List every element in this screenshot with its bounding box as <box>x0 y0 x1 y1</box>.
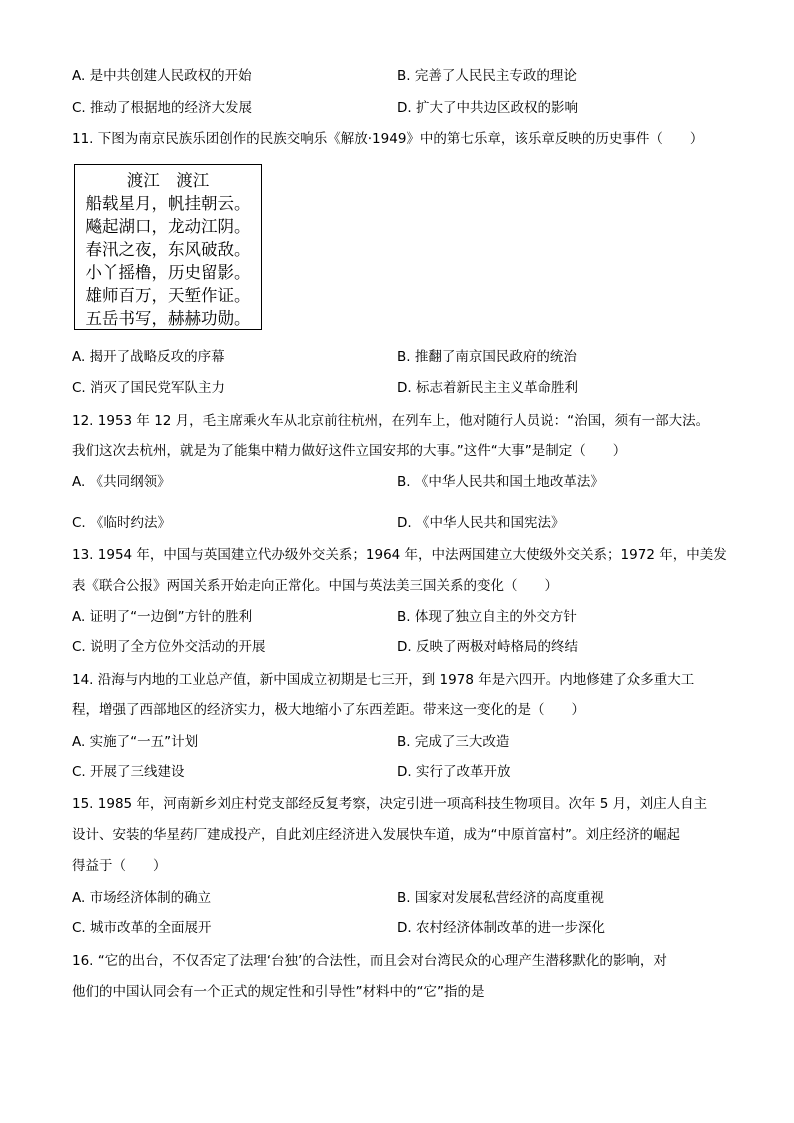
q15-stem-line: 15. 1985 年，河南新乡刘庄村党支部经反复考察，决定引进一项高科技生物项目。次年 5 月，刘庄人自主 <box>72 796 708 812</box>
poem-line: 五岳书写，赫赫功勋。 <box>85 309 251 328</box>
q11-option-c[interactable]: C. 消灭了国民党军队主力 <box>72 380 226 396</box>
q14-stem-line: 14. 沿海与内地的工业总产值，新中国成立初期是七三开，到 1978 年是六四开。内地修建了众多重大工 <box>72 672 695 688</box>
poem-line: 船载星月，帆挂朝云。 <box>85 194 251 213</box>
q12-option-a[interactable]: A. 《共同纲领》 <box>72 474 171 490</box>
q11-stem: 11. 下图为南京民族乐团创作的民族交响乐《解放·1949》中的第七乐章，该乐章反映的历史事件（ ） <box>72 131 704 147</box>
q14-stem-line: 程，增强了西部地区的经济实力，极大地缩小了东西差距。带来这一变化的是（ ） <box>72 702 585 718</box>
q16-stem-line: 他们的中国认同会有一个正式的规定性和引导性”材料中的“它”指的是 <box>72 984 485 1000</box>
q15-option-d[interactable]: D. 农村经济体制改革的进一步深化 <box>397 920 605 936</box>
q13-stem-line: 表《联合公报》两国关系开始走向正常化。中国与英法美三国关系的变化（ ） <box>72 578 558 594</box>
q12-stem-line: 12. 1953 年 12 月，毛主席乘火车从北京前往杭州，在列车上，他对随行人员说：“治国，须有一部大法。 <box>72 413 710 429</box>
q11-option-d[interactable]: D. 标志着新民主主义革命胜利 <box>397 380 578 396</box>
q14-option-c[interactable]: C. 开展了三线建设 <box>72 764 185 780</box>
q13-option-d[interactable]: D. 反映了两极对峙格局的终结 <box>397 639 578 655</box>
q14-option-b[interactable]: B. 完成了三大改造 <box>397 734 510 750</box>
q14-option-d[interactable]: D. 实行了改革开放 <box>397 764 511 780</box>
q10-option-c[interactable]: C. 推动了根据地的经济大发展 <box>72 100 253 116</box>
q10-option-b[interactable]: B. 完善了人民民主专政的理论 <box>397 68 577 84</box>
q12-option-b[interactable]: B. 《中华人民共和国土地改革法》 <box>397 474 604 490</box>
q10-option-a[interactable]: A. 是中共创建人民政权的开始 <box>72 68 252 84</box>
q15-option-b[interactable]: B. 国家对发展私营经济的高度重视 <box>397 890 604 906</box>
q11-poem-box <box>74 164 262 330</box>
q16-stem-line: 16. “它的出台，不仅否定了法理‘台独’的合法性，而且会对台湾民众的心理产生潜移默化的影响，对 <box>72 953 667 969</box>
q11-option-b[interactable]: B. 推翻了南京国民政府的统治 <box>397 349 577 365</box>
q11-option-a[interactable]: A. 揭开了战略反攻的序幕 <box>72 349 225 365</box>
q12-option-c[interactable]: C. 《临时约法》 <box>72 515 172 531</box>
poem-title: 渡江 渡江 <box>126 171 210 190</box>
poem-line: 雄师百万，天堑作证。 <box>85 286 251 305</box>
q12-stem-line: 我们这次去杭州，就是为了能集中精力做好这件立国安邦的大事。”这件“大事”是制定（ ） <box>72 443 627 459</box>
q13-option-a[interactable]: A. 证明了“一边倒”方针的胜利 <box>72 609 253 625</box>
q15-option-a[interactable]: A. 市场经济体制的确立 <box>72 890 212 906</box>
poem-line: 飚起湖口，龙动江阴。 <box>85 217 251 236</box>
q12-option-d[interactable]: D. 《中华人民共和国宪法》 <box>397 515 565 531</box>
poem-line: 小丫摇橹，历史留影。 <box>85 263 251 282</box>
q14-option-a[interactable]: A. 实施了“一五”计划 <box>72 734 199 750</box>
q15-stem-line: 得益于（ ） <box>72 858 167 874</box>
q13-option-c[interactable]: C. 说明了全方位外交活动的开展 <box>72 639 266 655</box>
q13-stem-line: 13. 1954 年，中国与英国建立代办级外交关系；1964 年，中法两国建立大使级外交关系；1972 年，中美发 <box>72 547 727 563</box>
q15-stem-line: 设计、安装的华星药厂建成投产，自此刘庄经济进入发展快车道，成为“中原首富村”。刘庄经济的崛起 <box>72 827 680 843</box>
q15-option-c[interactable]: C. 城市改革的全面展开 <box>72 920 212 936</box>
q10-option-d[interactable]: D. 扩大了中共边区政权的影响 <box>397 100 578 116</box>
q13-option-b[interactable]: B. 体现了独立自主的外交方针 <box>397 609 577 625</box>
poem-line: 春汛之夜，东风破敌。 <box>85 240 251 259</box>
